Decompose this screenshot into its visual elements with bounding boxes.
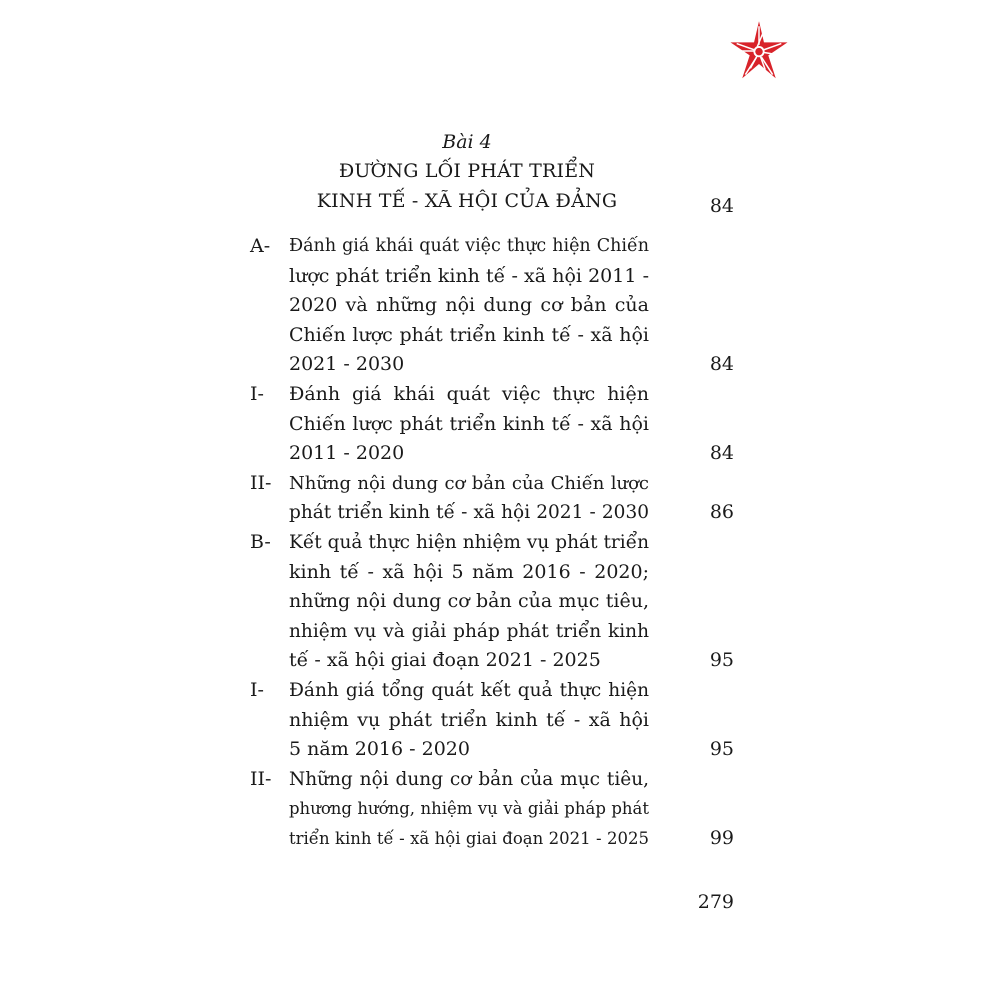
toc-entry-line: triển kinh tế - xã hội giai đoạn 2021 - 2025 <box>289 828 649 848</box>
lesson-label: Bài 4 <box>442 131 492 153</box>
chapter-heading <box>250 128 730 216</box>
toc-entry-line: 2021 - 2030 <box>289 353 405 376</box>
chapter-page-number: 84 <box>709 195 734 217</box>
toc-entry-line: Chiến lược phát triển kinh tế - xã hội <box>289 412 649 435</box>
toc-entry-a-i <box>250 380 734 469</box>
toc-entry-line: Những nội dung cơ bản của mục tiêu, <box>289 768 649 790</box>
toc-entry-line: 2020 và những nội dung cơ bản của <box>289 294 649 317</box>
page-number: 279 <box>697 891 734 913</box>
toc-entry-line: Đánh giá khái quát việc thực hiện Chiến <box>289 236 649 256</box>
toc-entry-page: 95 <box>709 649 734 672</box>
toc-entry-page: 99 <box>709 826 734 849</box>
publisher-logo-icon <box>728 20 790 82</box>
toc-entry-line: phát triển kinh tế - xã hội 2021 - 2030 <box>289 502 649 524</box>
toc-entry-b-i <box>250 676 734 765</box>
toc-entry-line: nhiệm vụ phát triển kinh tế - xã hội <box>289 708 649 731</box>
toc-entry-line: lược phát triển kinh tế - xã hội 2011 - <box>289 264 649 287</box>
toc-entry-prefix: A- <box>250 235 271 257</box>
toc-entry-line: những nội dung cơ bản của mục tiêu, <box>289 590 649 613</box>
toc-entry-prefix: II- <box>250 767 272 790</box>
toc-entry-line: Đánh giá khái quát việc thực hiện <box>289 382 649 405</box>
toc-entry-prefix: I- <box>250 678 264 701</box>
toc-entry-line: tế - xã hội giai đoạn 2021 - 2025 <box>289 649 601 672</box>
toc-entry-line: nhiệm vụ và giải pháp phát triển kinh <box>289 620 649 642</box>
toc-entry-prefix: II- <box>250 471 272 494</box>
toc-entry-line: 5 năm 2016 - 2020 <box>289 738 470 761</box>
chapter-title-line-1: ĐƯỜNG LỐI PHÁT TRIỂN <box>338 160 596 182</box>
toc-entry-a <box>250 232 734 380</box>
toc-entry-prefix: I- <box>250 382 264 405</box>
toc-entry-line: kinh tế - xã hội 5 năm 2016 - 2020; <box>289 560 649 583</box>
toc-entry-line: 2011 - 2020 <box>289 442 405 465</box>
table-of-contents <box>250 232 734 853</box>
toc-entry-page: 84 <box>709 353 734 376</box>
toc-entry-line: phương hướng, nhiệm vụ và giải pháp phát <box>289 799 649 819</box>
toc-entry-line: Chiến lược phát triển kinh tế - xã hội <box>289 323 649 346</box>
toc-entry-a-ii <box>250 469 734 528</box>
toc-entry-page: 95 <box>709 738 734 761</box>
toc-entry-b-ii <box>250 765 734 854</box>
toc-entry-line: Đánh giá tổng quát kết quả thực hiện <box>289 679 649 701</box>
toc-entry-line: Kết quả thực hiện nhiệm vụ phát triển <box>289 531 649 553</box>
toc-entry-prefix: B- <box>250 530 271 553</box>
chapter-title-line-2: KINH TẾ - XÃ HỘI CỦA ĐẢNG <box>316 190 618 212</box>
toc-entry-b <box>250 528 734 676</box>
toc-entry-page: 86 <box>709 501 734 524</box>
toc-entry-page: 84 <box>709 442 734 465</box>
toc-entry-line: Những nội dung cơ bản của Chiến lược <box>289 472 649 494</box>
